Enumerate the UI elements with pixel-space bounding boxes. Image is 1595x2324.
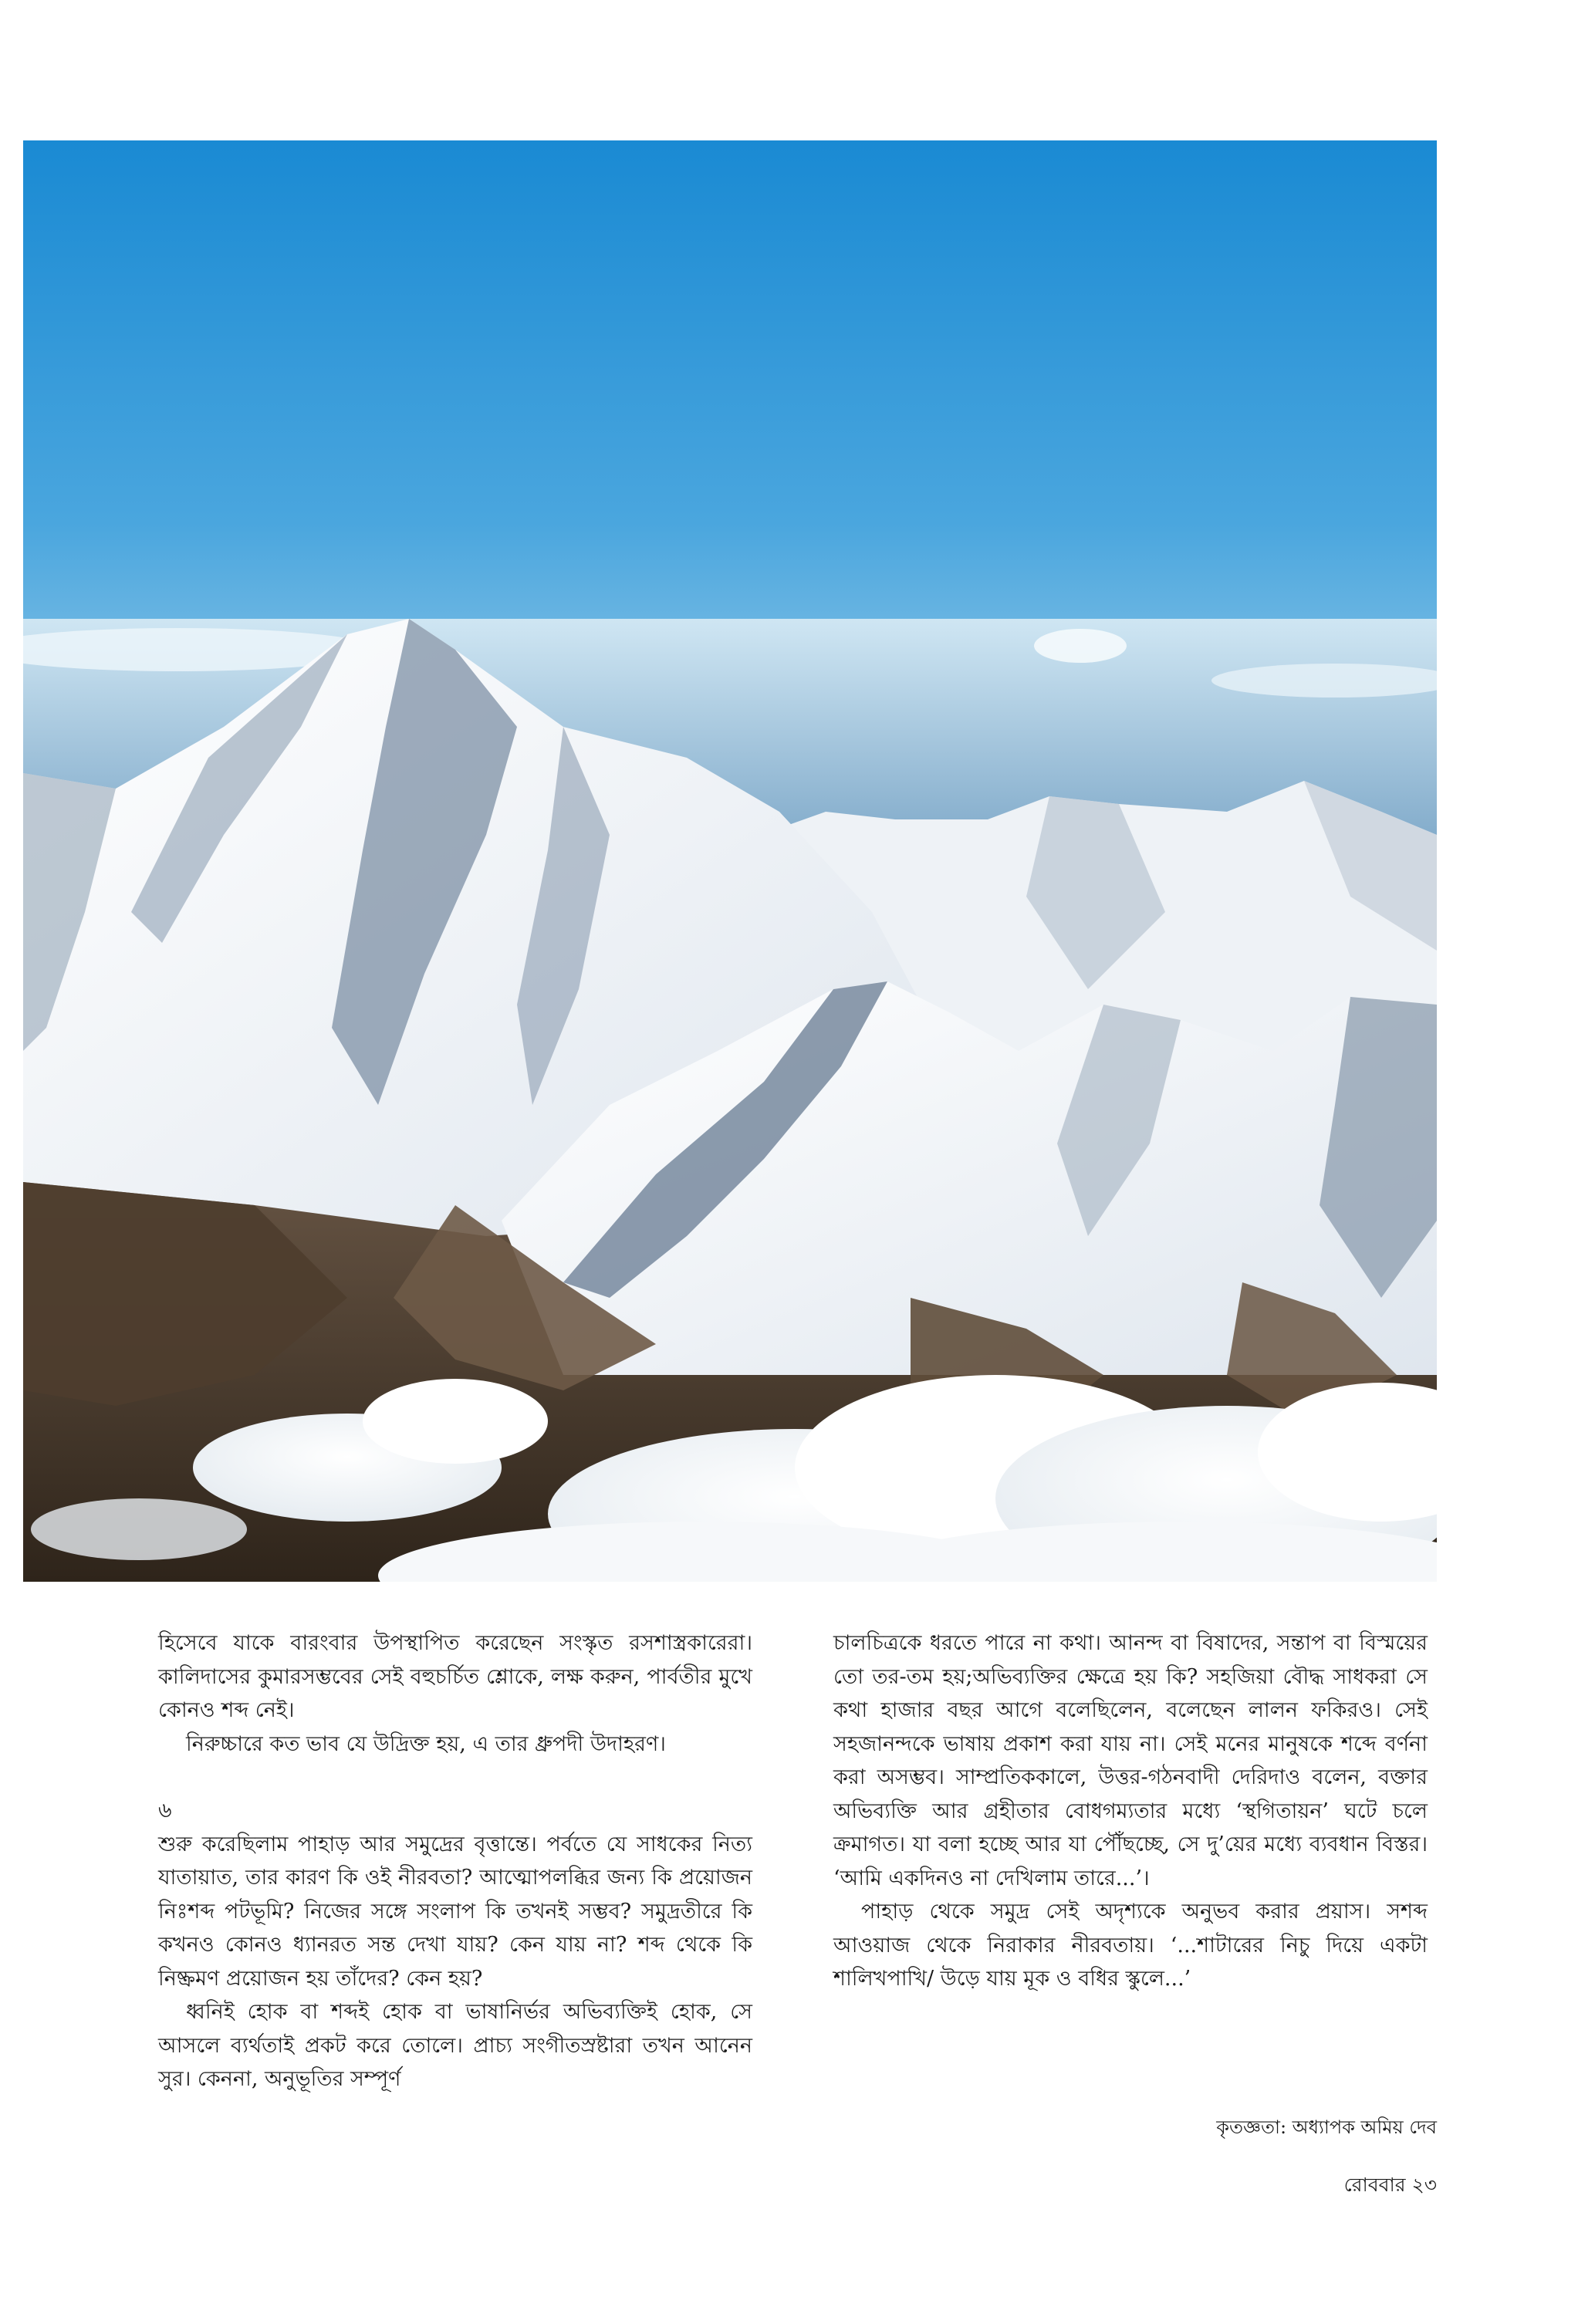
acknowledgement: কৃতজ্ঞতা: অধ্যাপক অমিয় দেব bbox=[1216, 2116, 1437, 2138]
mountain-illustration bbox=[23, 140, 1437, 1582]
right-paragraph-1: চালচিত্রকে ধরতে পারে না কথা। আনন্দ বা বিষাদের, সন্তাপ বা বিস্ময়ের তো তর-তম হয়;অভিব্যক্তির ক্ষেত্রে হয় কি? সহজিয়া বৌদ্ধ সাধকরা সে কথা হাজার বছর আগে বলেছিলেন, বলেছেন লালন ফকিরও। সেই সহজানন্দকে ভাষায় প্রকাশ করা যায় না। সেই মনের মানুষকে শব্দে বর্ণনা করা অসম্ভব। সাম্প্রতিককালে, উত্তর-গঠনবাদী দেরিদাও বলেন, বক্তার অভিব্যক্তি আর গ্রহীতার বোধগম্যতার মধ্যে ‘স্থগিতায়ন’ ঘটে চলে ক্রমাগত। যা বলা হচ্ছে আর যা পৌঁছচ্ছে, সে দু’য়ের মধ্যে ব্যবধান বিস্তর। ‘আমি একদিনও না দেখিলাম তারে...’। bbox=[833, 1631, 1428, 1890]
mountain-photo bbox=[23, 140, 1437, 1582]
left-paragraph-4: ধ্বনিই হোক বা শব্দই হোক বা ভাষানির্ভর অভিব্যক্তিই হোক, সে আসলে ব্যর্থতাই প্রকট করে তোলে। প্রাচ্য সংগীতস্রষ্টারা তখন আনেন সুর। কেননা, অনুভূতির সম্পূর্ণ bbox=[158, 2000, 752, 2091]
right-text-column bbox=[833, 1626, 1428, 1996]
left-paragraph-1: হিসেবে যাকে বারংবার উপস্থাপিত করেছেন সংস্কৃত রসশাস্ত্রকারেরা। কালিদাসের কুমারসম্ভবের সেই বহুচর্চিত শ্লোকে, লক্ষ করুন, পার্বতীর মুখে কোনও শব্দ নেই। bbox=[158, 1631, 752, 1722]
right-paragraph-2: পাহাড় থেকে সমুদ্র সেই অদৃশ্যকে অনুভব করার প্রয়াস। সশব্দ আওয়াজ থেকে নিরাকার নীরবতায়। ‘...শাটারের নিচু দিয়ে একটা শালিখপাখি/ উড়ে যায় মূক ও বধির স্কুলে...’ bbox=[833, 1900, 1428, 1991]
left-paragraph-2: নিরুচ্চারে কত ভাব যে উদ্রিক্ত হয়, এ তার ধ্রুপদী উদাহরণ। bbox=[186, 1731, 666, 1756]
section-number: ৬ bbox=[158, 1799, 172, 1822]
left-paragraph-3: শুরু করেছিলাম পাহাড় আর সমুদ্রের বৃত্তান্তে। পর্বতে যে সাধকের নিত্য যাতায়াত, তার কারণ কি ওই নীরবতা? আত্মোপলব্ধির জন্য কি প্রয়োজন নিঃশব্দ পটভূমি? নিজের সঙ্গে সংলাপ কি তখনই সম্ভব? সমুদ্রতীরে কি কখনও কোনও ধ্যানরত সন্ত দেখা যায়? কেন যায় না? শব্দ থেকে কি নিষ্ক্রমণ প্রয়োজন হয় তাঁদের? কেন হয়? bbox=[158, 1832, 752, 1991]
left-text-column bbox=[158, 1626, 752, 2096]
page-folio: রোববার ২৩ bbox=[1343, 2174, 1437, 2196]
